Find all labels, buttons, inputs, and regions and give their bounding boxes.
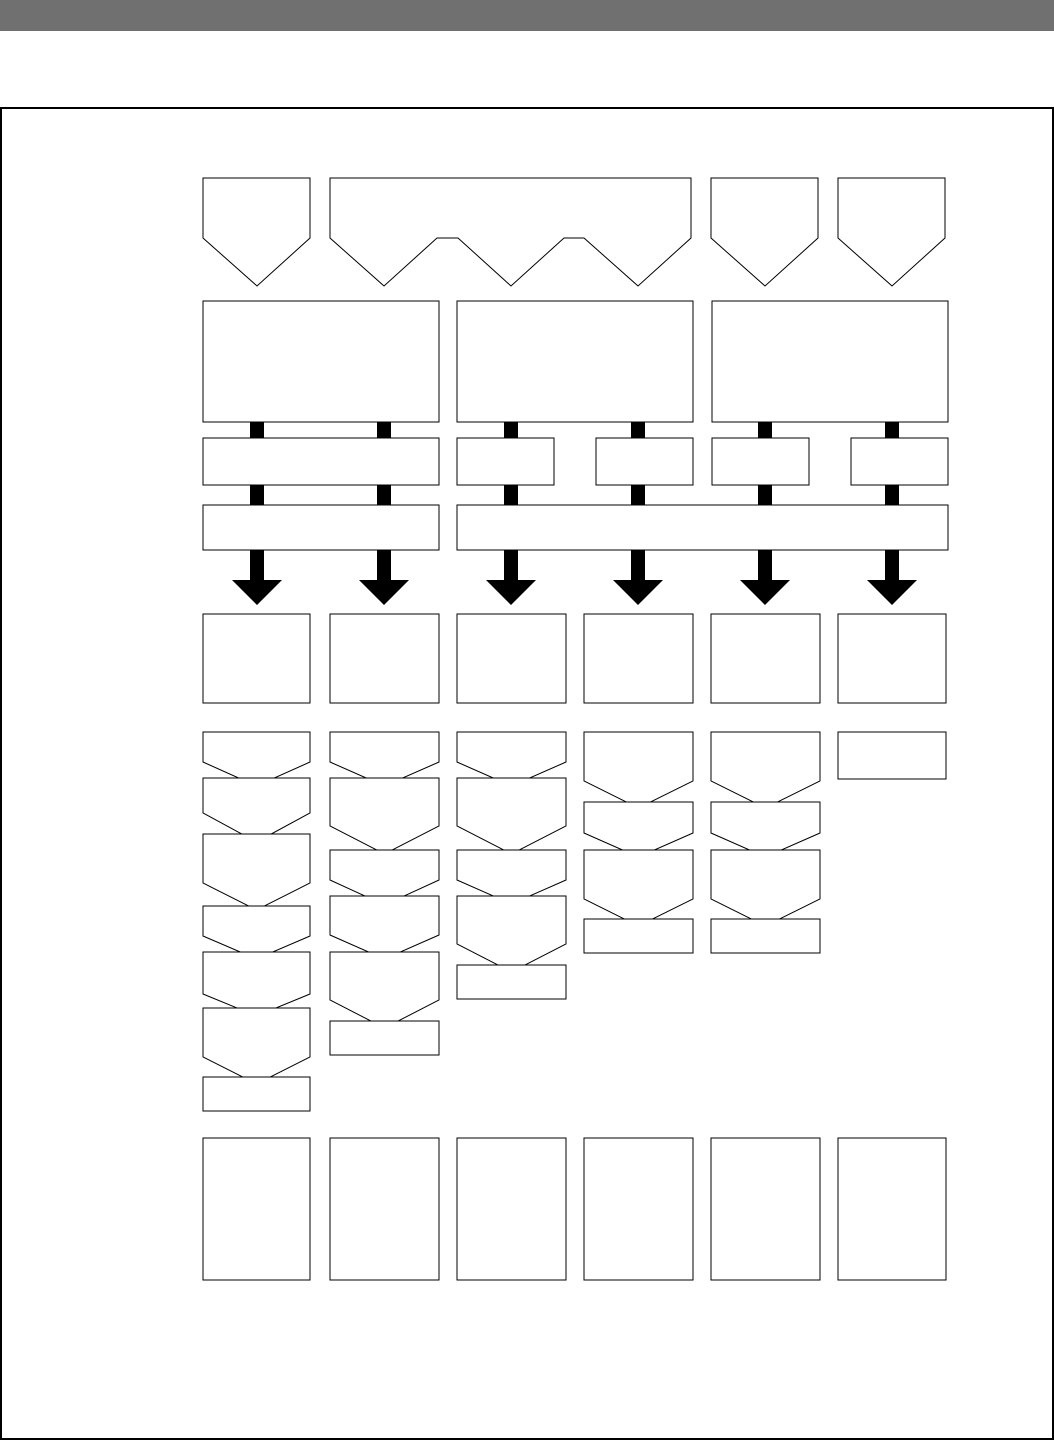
chevron-col5-3	[711, 850, 820, 926]
stack-terminal-box-col2	[330, 1021, 439, 1055]
stack-terminal-box-col3	[457, 965, 566, 999]
bottom-box-6	[838, 1138, 946, 1280]
connector-c3-a	[504, 422, 518, 438]
connector-c6-a	[885, 422, 899, 438]
chevron-col2-5	[330, 952, 439, 1028]
mid-box-3	[596, 438, 693, 485]
top-box-2	[457, 301, 693, 422]
chevron-col1-3	[203, 834, 310, 910]
bottom-box-3	[457, 1138, 566, 1280]
result-box-2	[330, 614, 439, 703]
chevron-col4-1	[584, 732, 693, 808]
arrow-down-6	[867, 550, 917, 605]
top-box-1	[203, 301, 439, 422]
mid-box-5	[851, 438, 948, 485]
result-box-6	[838, 614, 946, 703]
bottom-box-1	[203, 1138, 310, 1280]
connector-c3-b	[504, 485, 518, 505]
mid-box-2	[457, 438, 554, 485]
chevron-col1-2	[203, 778, 310, 842]
chevron-col3-2	[457, 778, 566, 854]
connector-c6-b	[885, 485, 899, 505]
connector-c1-a	[250, 422, 264, 438]
connector-c5-b	[758, 485, 772, 505]
connector-c5-a	[758, 422, 772, 438]
bottom-box-2	[330, 1138, 439, 1280]
connector-c4-b	[631, 485, 645, 505]
top-pentagon-1	[203, 178, 310, 286]
result-box-4	[584, 614, 693, 703]
bottom-box-4	[584, 1138, 693, 1280]
stack-terminal-box-col5	[711, 919, 820, 953]
chevron-stacks	[203, 732, 946, 1111]
connector-c2-a	[377, 422, 391, 438]
chevron-col3-4	[457, 896, 566, 972]
arrow-down-1	[232, 550, 282, 605]
connector-c2-b	[377, 485, 391, 505]
lower-box-1	[203, 505, 439, 550]
top-pentagon-6	[838, 178, 945, 286]
top-pentagon-wide	[330, 178, 691, 286]
stack-terminal-box-col1	[203, 1077, 310, 1111]
arrow-down-5	[740, 550, 790, 605]
result-box-1	[203, 614, 310, 703]
connector-c1-b	[250, 485, 264, 505]
arrow-down-4	[613, 550, 663, 605]
connector-c4-a	[631, 422, 645, 438]
chevron-col1-6	[203, 1008, 310, 1084]
arrow-down-2	[359, 550, 409, 605]
result-box-3	[457, 614, 566, 703]
chevron-col5-1	[711, 732, 820, 808]
bottom-box-5	[711, 1138, 820, 1280]
lower-box-2	[457, 505, 948, 550]
stack-terminal-box-col4	[584, 919, 693, 953]
chevron-col1-5	[203, 952, 310, 1016]
chevron-col2-2	[330, 778, 439, 854]
arrow-down-3	[486, 550, 536, 605]
chevron-col2-4	[330, 896, 439, 959]
chevron-col4-3	[584, 850, 693, 926]
result-box-5	[711, 614, 820, 703]
mid-box-1	[203, 438, 439, 485]
mid-box-4	[712, 438, 809, 485]
stack-terminal-box-col6	[838, 732, 946, 779]
chevron-col5-2	[711, 802, 820, 857]
top-pentagon-5	[711, 178, 818, 286]
top-box-3	[712, 301, 948, 422]
chevron-col1-4	[203, 906, 310, 959]
chevron-col4-2	[584, 802, 693, 857]
